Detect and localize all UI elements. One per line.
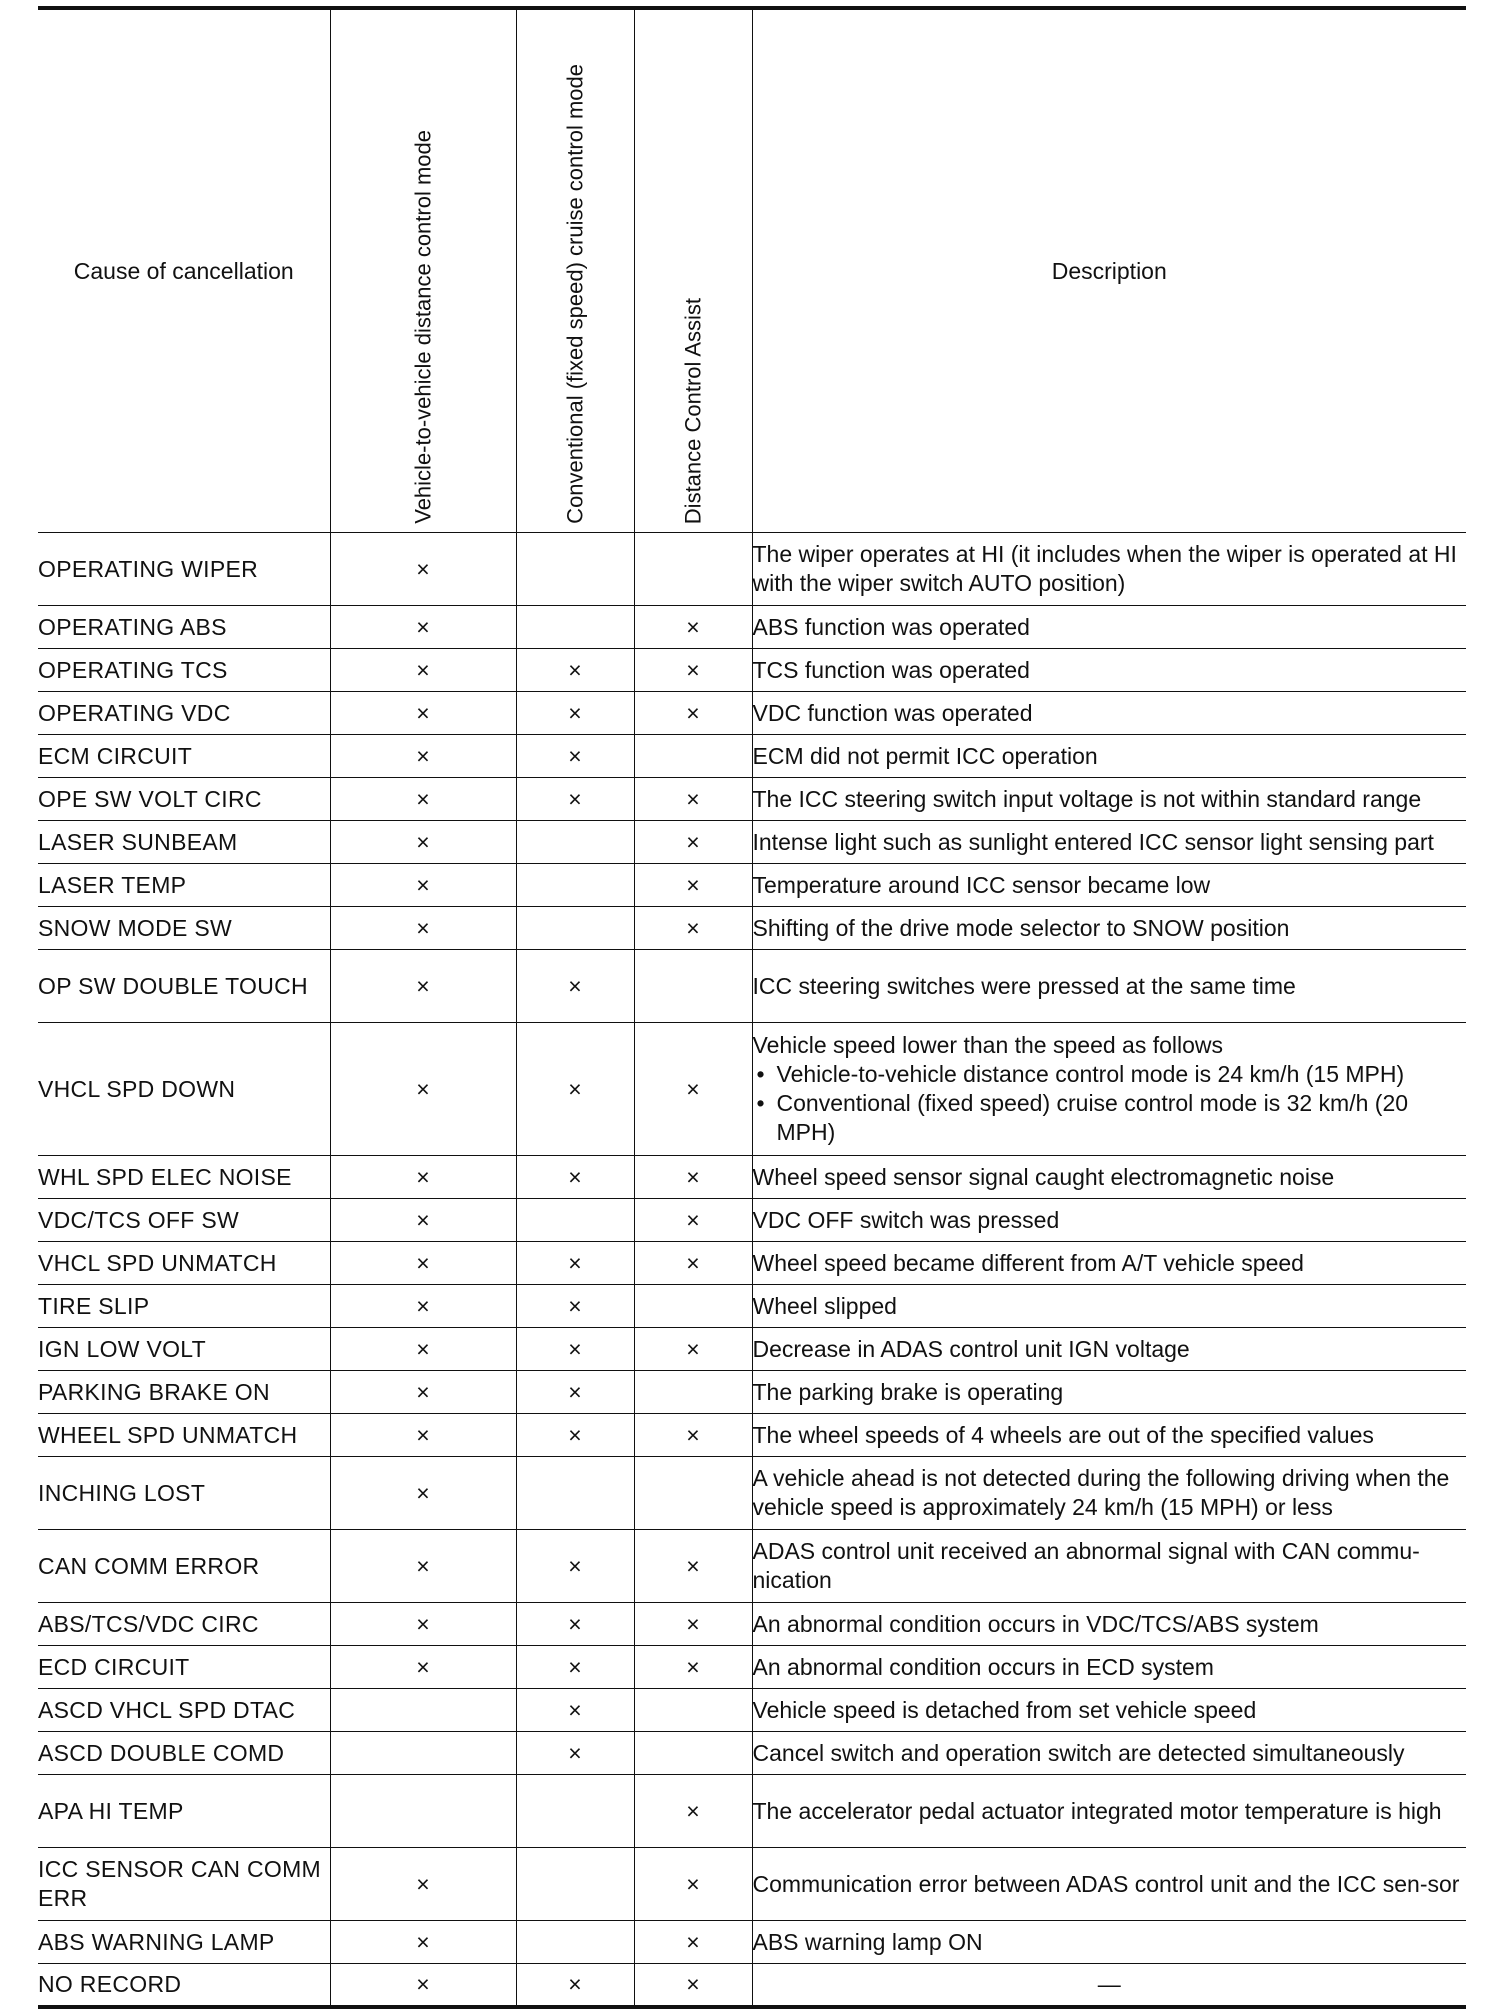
cause-cell: OPERATING WIPER bbox=[38, 533, 330, 606]
table-row bbox=[38, 1285, 1466, 1328]
mode-vehicle-to-vehicle-cell: × bbox=[330, 692, 516, 735]
description-text: VDC OFF switch was pressed bbox=[752, 1206, 1060, 1233]
mode-vehicle-to-vehicle-cell: × bbox=[330, 1414, 516, 1457]
table-row bbox=[38, 1328, 1466, 1371]
description-text: Wheel speed became different from A/T vehicle speed bbox=[752, 1249, 1304, 1276]
table-row bbox=[38, 1732, 1466, 1775]
mode-distance-control-assist-cell: × bbox=[634, 1242, 752, 1285]
cause-cell: APA HI TEMP bbox=[38, 1775, 330, 1848]
cause-cell: TIRE SLIP bbox=[38, 1285, 330, 1328]
table-row bbox=[38, 821, 1466, 864]
mode-conventional-cell bbox=[516, 533, 634, 606]
description-cell bbox=[752, 1775, 1466, 1848]
mode-vehicle-to-vehicle-cell: × bbox=[330, 864, 516, 907]
description-cell bbox=[752, 778, 1466, 821]
description-cell bbox=[752, 1964, 1466, 2007]
description-cell bbox=[752, 606, 1466, 649]
description-cell bbox=[752, 864, 1466, 907]
mode-vehicle-to-vehicle-cell: × bbox=[330, 533, 516, 606]
table-row bbox=[38, 1530, 1466, 1603]
description-text: — bbox=[1097, 1970, 1121, 1997]
mode-vehicle-to-vehicle-cell: × bbox=[330, 1530, 516, 1603]
table-row bbox=[38, 1603, 1466, 1646]
table-row bbox=[38, 533, 1466, 606]
mode-conventional-cell: × bbox=[516, 1156, 634, 1199]
description-text: Shifting of the drive mode selector to SNOW position bbox=[752, 914, 1290, 941]
table-row bbox=[38, 778, 1466, 821]
cause-cell: INCHING LOST bbox=[38, 1457, 330, 1530]
mode-distance-control-assist-cell bbox=[634, 1285, 752, 1328]
mode-distance-control-assist-cell: × bbox=[634, 606, 752, 649]
mode-vehicle-to-vehicle-cell: × bbox=[330, 1199, 516, 1242]
table-row bbox=[38, 1457, 1466, 1530]
mode-conventional-cell: × bbox=[516, 1646, 634, 1689]
table-row bbox=[38, 1646, 1466, 1689]
mode-conventional-cell bbox=[516, 821, 634, 864]
mode-conventional-cell: × bbox=[516, 1328, 634, 1371]
table-row bbox=[38, 1848, 1466, 1921]
table-row bbox=[38, 649, 1466, 692]
mode-vehicle-to-vehicle-cell: × bbox=[330, 1328, 516, 1371]
cause-cell: OP SW DOUBLE TOUCH bbox=[38, 950, 330, 1023]
header-mode-conventional: Conventional (fixed speed) cruise control mode bbox=[516, 8, 634, 533]
description-text: The accelerator pedal actuator integrated motor temperature is high bbox=[752, 1797, 1442, 1824]
mode-distance-control-assist-cell: × bbox=[634, 864, 752, 907]
mode-conventional-cell bbox=[516, 907, 634, 950]
mode-distance-control-assist-cell: × bbox=[634, 1775, 752, 1848]
cause-cell: OPERATING TCS bbox=[38, 649, 330, 692]
header-row bbox=[38, 8, 1466, 533]
table-row bbox=[38, 1775, 1466, 1848]
mode-conventional-cell: × bbox=[516, 735, 634, 778]
mode-distance-control-assist-cell: × bbox=[634, 1199, 752, 1242]
description-cell bbox=[752, 1689, 1466, 1732]
mode-distance-control-assist-cell: × bbox=[634, 1156, 752, 1199]
header-mode-vehicle-to-vehicle: Vehicle-to-vehicle distance control mode bbox=[330, 8, 516, 533]
mode-vehicle-to-vehicle-cell bbox=[330, 1775, 516, 1848]
description-cell bbox=[752, 907, 1466, 950]
cause-cell: ECM CIRCUIT bbox=[38, 735, 330, 778]
mode-distance-control-assist-cell: × bbox=[634, 778, 752, 821]
description-text: The ICC steering switch input voltage is not within standard range bbox=[752, 785, 1422, 812]
description-cell bbox=[752, 1242, 1466, 1285]
cause-cell: WHL SPD ELEC NOISE bbox=[38, 1156, 330, 1199]
mode-conventional-cell: × bbox=[516, 1530, 634, 1603]
description-bullets bbox=[753, 1060, 1467, 1147]
mode-vehicle-to-vehicle-cell: × bbox=[330, 1646, 516, 1689]
description-text: ICC steering switches were pressed at the same time bbox=[752, 972, 1296, 999]
cause-cell: SNOW MODE SW bbox=[38, 907, 330, 950]
mode-conventional-cell: × bbox=[516, 1964, 634, 2007]
description-bullet: • Vehicle-to-vehicle distance control mode is 24 km/h (15 MPH) bbox=[777, 1060, 1467, 1089]
header-cause: Cause of cancellation bbox=[38, 8, 330, 533]
description-cell bbox=[752, 1156, 1466, 1199]
mode-vehicle-to-vehicle-cell: × bbox=[330, 1156, 516, 1199]
mode-distance-control-assist-cell bbox=[634, 735, 752, 778]
mode-vehicle-to-vehicle-cell: × bbox=[330, 1603, 516, 1646]
header-description: Description bbox=[752, 8, 1466, 533]
mode-distance-control-assist-cell bbox=[634, 1371, 752, 1414]
mode-conventional-cell bbox=[516, 1848, 634, 1921]
description-text: Communication error between ADAS control unit and the ICC sen-sor bbox=[752, 1870, 1460, 1897]
description-cell bbox=[752, 1732, 1466, 1775]
description-text: ECM did not permit ICC operation bbox=[752, 742, 1098, 769]
mode-distance-control-assist-cell: × bbox=[634, 1530, 752, 1603]
mode-conventional-cell: × bbox=[516, 1603, 634, 1646]
description-cell bbox=[752, 821, 1466, 864]
cause-cell: VDC/TCS OFF SW bbox=[38, 1199, 330, 1242]
table-row bbox=[38, 1689, 1466, 1732]
cause-cell: WHEEL SPD UNMATCH bbox=[38, 1414, 330, 1457]
mode-conventional-cell bbox=[516, 1775, 634, 1848]
description-cell bbox=[752, 1921, 1466, 1964]
mode-conventional-cell: × bbox=[516, 1689, 634, 1732]
table-row bbox=[38, 1964, 1466, 2007]
mode-vehicle-to-vehicle-cell: × bbox=[330, 821, 516, 864]
description-cell bbox=[752, 1371, 1466, 1414]
description-cell bbox=[752, 1603, 1466, 1646]
cause-cell: ECD CIRCUIT bbox=[38, 1646, 330, 1689]
mode-conventional-cell: × bbox=[516, 778, 634, 821]
cause-cell: ABS WARNING LAMP bbox=[38, 1921, 330, 1964]
description-cell bbox=[752, 735, 1466, 778]
description-text: An abnormal condition occurs in VDC/TCS/ABS system bbox=[752, 1610, 1319, 1637]
mode-vehicle-to-vehicle-cell: × bbox=[330, 649, 516, 692]
mode-distance-control-assist-cell: × bbox=[634, 1023, 752, 1156]
description-cell bbox=[752, 1646, 1466, 1689]
mode-conventional-cell: × bbox=[516, 1023, 634, 1156]
mode-conventional-cell bbox=[516, 1199, 634, 1242]
mode-vehicle-to-vehicle-cell: × bbox=[330, 1285, 516, 1328]
description-text: Cancel switch and operation switch are detected simultaneously bbox=[752, 1739, 1405, 1766]
mode-distance-control-assist-cell bbox=[634, 1689, 752, 1732]
cause-cell: NO RECORD bbox=[38, 1964, 330, 2007]
mode-conventional-cell: × bbox=[516, 1285, 634, 1328]
mode-distance-control-assist-cell: × bbox=[634, 1414, 752, 1457]
table-row bbox=[38, 907, 1466, 950]
mode-conventional-cell bbox=[516, 1921, 634, 1964]
description-text: ABS warning lamp ON bbox=[752, 1928, 983, 1955]
cancellation-table bbox=[38, 6, 1466, 2009]
mode-distance-control-assist-cell: × bbox=[634, 1848, 752, 1921]
mode-distance-control-assist-cell: × bbox=[634, 1603, 752, 1646]
table-row bbox=[38, 950, 1466, 1023]
description-text: The parking brake is operating bbox=[752, 1378, 1064, 1405]
cause-cell: CAN COMM ERROR bbox=[38, 1530, 330, 1603]
cause-cell: ABS/TCS/VDC CIRC bbox=[38, 1603, 330, 1646]
description-text: Vehicle speed is detached from set vehicle speed bbox=[752, 1696, 1257, 1723]
cause-cell: VHCL SPD UNMATCH bbox=[38, 1242, 330, 1285]
description-text: Wheel speed sensor signal caught electromagnetic noise bbox=[752, 1163, 1335, 1190]
table-row bbox=[38, 692, 1466, 735]
mode-vehicle-to-vehicle-cell: × bbox=[330, 778, 516, 821]
cause-cell: OPERATING ABS bbox=[38, 606, 330, 649]
description-text: Temperature around ICC sensor became low bbox=[752, 871, 1211, 898]
cause-cell: OPERATING VDC bbox=[38, 692, 330, 735]
mode-conventional-cell: × bbox=[516, 950, 634, 1023]
table-row bbox=[38, 1023, 1466, 1156]
description-cell bbox=[752, 533, 1466, 606]
cause-cell: ICC SENSOR CAN COMM ERR bbox=[38, 1848, 330, 1921]
description-text: ABS function was operated bbox=[752, 613, 1030, 640]
table-row bbox=[38, 1371, 1466, 1414]
mode-conventional-cell: × bbox=[516, 1414, 634, 1457]
mode-distance-control-assist-cell bbox=[634, 533, 752, 606]
mode-conventional-cell: × bbox=[516, 1732, 634, 1775]
table-row bbox=[38, 864, 1466, 907]
mode-distance-control-assist-cell bbox=[634, 1457, 752, 1530]
mode-conventional-cell: × bbox=[516, 1242, 634, 1285]
table-row bbox=[38, 1156, 1466, 1199]
mode-vehicle-to-vehicle-cell: × bbox=[330, 1921, 516, 1964]
mode-distance-control-assist-cell: × bbox=[634, 692, 752, 735]
description-cell bbox=[752, 1285, 1466, 1328]
description-text: TCS function was operated bbox=[752, 656, 1030, 683]
description-cell bbox=[752, 950, 1466, 1023]
mode-vehicle-to-vehicle-cell: × bbox=[330, 1242, 516, 1285]
mode-distance-control-assist-cell: × bbox=[634, 649, 752, 692]
table-row bbox=[38, 1414, 1466, 1457]
cause-cell: LASER TEMP bbox=[38, 864, 330, 907]
mode-distance-control-assist-cell: × bbox=[634, 907, 752, 950]
description-cell bbox=[752, 1530, 1466, 1603]
cause-cell: ASCD DOUBLE COMD bbox=[38, 1732, 330, 1775]
description-text: Intense light such as sunlight entered ICC sensor light sensing part bbox=[752, 828, 1434, 855]
description-cell bbox=[752, 1848, 1466, 1921]
description-cell bbox=[752, 649, 1466, 692]
description-cell bbox=[752, 1328, 1466, 1371]
mode-conventional-cell bbox=[516, 1457, 634, 1530]
description-cell bbox=[752, 1414, 1466, 1457]
description-text: VDC function was operated bbox=[752, 699, 1033, 726]
description-cell bbox=[752, 1023, 1466, 1156]
mode-distance-control-assist-cell bbox=[634, 950, 752, 1023]
description-text: The wheel speeds of 4 wheels are out of the specified values bbox=[752, 1421, 1374, 1448]
mode-conventional-cell: × bbox=[516, 649, 634, 692]
description-text: A vehicle ahead is not detected during the following driving when the vehicle speed is approximately 24 km/h (15 MPH) or less bbox=[752, 1465, 1450, 1520]
description-text: An abnormal condition occurs in ECD system bbox=[752, 1653, 1214, 1680]
description-cell bbox=[752, 1457, 1466, 1530]
table-row bbox=[38, 1242, 1466, 1285]
mode-distance-control-assist-cell: × bbox=[634, 1921, 752, 1964]
mode-distance-control-assist-cell: × bbox=[634, 1964, 752, 2007]
mode-conventional-cell bbox=[516, 864, 634, 907]
description-text: Decrease in ADAS control unit IGN voltage bbox=[752, 1335, 1190, 1362]
cause-cell: ASCD VHCL SPD DTAC bbox=[38, 1689, 330, 1732]
cause-cell: VHCL SPD DOWN bbox=[38, 1023, 330, 1156]
table-row bbox=[38, 1921, 1466, 1964]
table-row bbox=[38, 735, 1466, 778]
description-bullet: • Conventional (fixed speed) cruise control mode is 32 km/h (20 MPH) bbox=[777, 1089, 1467, 1147]
description-text: Vehicle speed lower than the speed as follows bbox=[752, 1032, 1224, 1058]
description-cell bbox=[752, 692, 1466, 735]
mode-vehicle-to-vehicle-cell: × bbox=[330, 1457, 516, 1530]
mode-vehicle-to-vehicle-cell: × bbox=[330, 1964, 516, 2007]
mode-distance-control-assist-cell: × bbox=[634, 1328, 752, 1371]
mode-conventional-cell: × bbox=[516, 1371, 634, 1414]
mode-distance-control-assist-cell: × bbox=[634, 821, 752, 864]
mode-vehicle-to-vehicle-cell bbox=[330, 1732, 516, 1775]
mode-conventional-cell: × bbox=[516, 692, 634, 735]
cause-cell: IGN LOW VOLT bbox=[38, 1328, 330, 1371]
mode-vehicle-to-vehicle-cell: × bbox=[330, 1371, 516, 1414]
mode-vehicle-to-vehicle-cell: × bbox=[330, 1848, 516, 1921]
mode-vehicle-to-vehicle-cell: × bbox=[330, 907, 516, 950]
description-cell bbox=[752, 1199, 1466, 1242]
table-row bbox=[38, 606, 1466, 649]
mode-vehicle-to-vehicle-cell: × bbox=[330, 950, 516, 1023]
mode-distance-control-assist-cell bbox=[634, 1732, 752, 1775]
table-row bbox=[38, 1199, 1466, 1242]
mode-vehicle-to-vehicle-cell bbox=[330, 1689, 516, 1732]
cause-cell: OPE SW VOLT CIRC bbox=[38, 778, 330, 821]
mode-vehicle-to-vehicle-cell: × bbox=[330, 735, 516, 778]
mode-vehicle-to-vehicle-cell: × bbox=[330, 606, 516, 649]
description-text: Wheel slipped bbox=[752, 1292, 897, 1319]
cause-cell: PARKING BRAKE ON bbox=[38, 1371, 330, 1414]
mode-conventional-cell bbox=[516, 606, 634, 649]
description-text: ADAS control unit received an abnormal signal with CAN commu-nication bbox=[752, 1538, 1420, 1593]
description-text: The wiper operates at HI (it includes when the wiper is operated at HI with the wiper switch AUTO position) bbox=[752, 541, 1457, 596]
header-mode-distance-control-assist: Distance Control Assist bbox=[634, 8, 752, 533]
mode-vehicle-to-vehicle-cell: × bbox=[330, 1023, 516, 1156]
cause-cell: LASER SUNBEAM bbox=[38, 821, 330, 864]
mode-distance-control-assist-cell: × bbox=[634, 1646, 752, 1689]
